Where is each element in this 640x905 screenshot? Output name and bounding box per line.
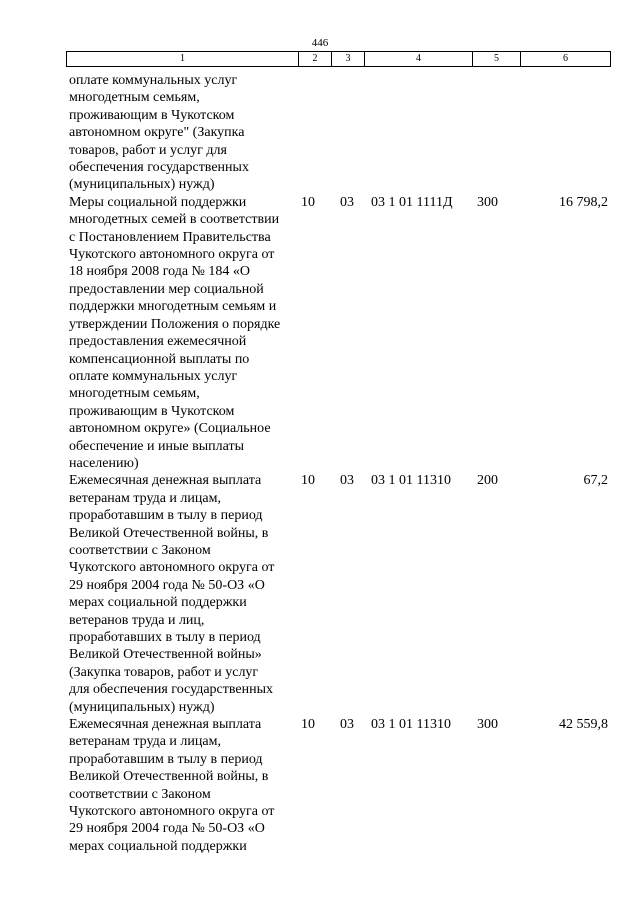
item-name-line: ветеранов труда и лиц,: [69, 612, 205, 628]
column-number-header: [66, 51, 611, 67]
item-name-line: предоставлении мер социальной: [69, 281, 264, 297]
item-name-line: Великой Отечественной войны»: [69, 647, 262, 663]
item-name-line: утверждении Положения о порядке: [69, 316, 281, 332]
item-name-line: автономном округе» (Социальное: [69, 421, 271, 437]
item-name-line: Ежемесячная денежная выплата: [69, 717, 262, 733]
item-name-line: многодетных семей в соответствии: [69, 212, 280, 228]
item-name-line: (муниципальных) нужд): [69, 699, 215, 715]
item-name-line: Великой Отечественной войны, в: [69, 769, 269, 785]
item-name-line: автономном округе" (Закупка: [69, 125, 245, 141]
item-name-line: для обеспечения государственных: [69, 682, 273, 698]
item-name-line: оплате коммунальных услуг: [69, 368, 238, 384]
item-name-line: проживающим в Чукотском: [69, 403, 235, 419]
budget-table-body: [66, 72, 610, 855]
section-cell: 10: [301, 717, 315, 733]
header-cell: 6: [521, 52, 611, 67]
item-name-line: Ежемесячная денежная выплата: [69, 473, 262, 489]
item-name-line: Чукотского автономного округа от: [69, 560, 275, 576]
item-name-line: ветеранам труда и лицам,: [69, 734, 221, 750]
item-name-line: соответствии с Законом: [69, 542, 211, 558]
item-name-line: соответствии с Законом: [69, 786, 211, 802]
item-name-line: (муниципальных) нужд): [69, 177, 215, 193]
item-name-line: компенсационной выплаты по: [69, 351, 250, 367]
item-name-cell: [66, 72, 298, 194]
item-name-cell: [66, 716, 298, 855]
item-name-line: 18 ноября 2008 года № 184 «О: [69, 264, 251, 280]
header-cell: 1: [67, 52, 299, 67]
header-cell: 5: [473, 52, 521, 67]
section-cell: 10: [301, 194, 315, 210]
header-cell: 2: [299, 52, 332, 67]
item-name-line: Чукотского автономного округа от: [69, 804, 275, 820]
amount-cell: 42 559,8: [559, 717, 608, 733]
subsection-cell: 03: [340, 717, 354, 733]
subsection-cell: 03: [340, 194, 354, 210]
item-name-line: многодетным семьям,: [69, 90, 200, 106]
item-name-line: проработавшим в тылу в период: [69, 751, 263, 767]
header-row: [67, 52, 611, 67]
target-article-cell: [364, 72, 472, 194]
item-name-line: товаров, работ и услуг для: [69, 142, 227, 158]
target-article-cell: 03 1 01 11310: [371, 473, 451, 489]
table-row: [66, 472, 610, 716]
item-name-line: проработавшим в тылу в период: [69, 508, 263, 524]
amount-cell: 16 798,2: [559, 194, 608, 210]
expense-type-cell: [472, 72, 520, 194]
item-name-line: многодетным семьям,: [69, 386, 200, 402]
item-name-line: поддержки многодетным семьям и: [69, 299, 277, 315]
section-cell: [298, 72, 331, 194]
header-cell: 4: [365, 52, 473, 67]
expense-type-cell: 300: [477, 717, 498, 733]
item-name-line: 29 ноября 2004 года № 50-ОЗ «О: [69, 821, 265, 837]
item-name-line: с Постановлением Правительства: [69, 229, 271, 245]
item-name-line: обеспечения государственных: [69, 160, 249, 176]
target-article-cell: 03 1 01 11310: [371, 717, 451, 733]
item-name-cell: [66, 472, 298, 716]
table-row: [66, 716, 610, 855]
item-name-line: проживающим в Чукотском: [69, 107, 235, 123]
table-row: [66, 72, 610, 194]
budget-table: [66, 72, 610, 855]
expense-type-cell: 200: [477, 473, 498, 489]
section-cell: 10: [301, 473, 315, 489]
item-name-line: Чукотского автономного округа от: [69, 247, 275, 263]
page-number: 446: [311, 37, 329, 49]
item-name-line: Великой Отечественной войны, в: [69, 525, 269, 541]
header-cell: 3: [332, 52, 365, 67]
item-name-line: обеспечение и иные выплаты: [69, 438, 244, 454]
target-article-cell: 03 1 01 1111Д: [371, 194, 453, 210]
expense-type-cell: 300: [477, 194, 498, 210]
item-name-line: оплате коммунальных услуг: [69, 73, 238, 88]
item-name-line: 29 ноября 2004 года № 50-ОЗ «О: [69, 577, 265, 593]
item-name-line: мерах социальной поддержки: [69, 595, 247, 611]
item-name-line: населению): [69, 455, 139, 471]
item-name-cell: [66, 194, 298, 473]
item-name-line: мерах социальной поддержки: [69, 838, 247, 854]
subsection-cell: [331, 72, 364, 194]
item-name-line: Меры социальной поддержки: [69, 194, 247, 210]
item-name-line: ветеранам труда и лицам,: [69, 490, 221, 506]
amount-cell: 67,2: [583, 473, 608, 489]
amount-cell: [520, 72, 610, 194]
item-name-line: проработавших в тылу в период: [69, 630, 261, 645]
table-row: [66, 194, 610, 473]
subsection-cell: 03: [340, 473, 354, 489]
item-name-line: предоставления ежемесячной: [69, 334, 247, 350]
item-name-line: (Закупка товаров, работ и услуг: [69, 664, 259, 680]
